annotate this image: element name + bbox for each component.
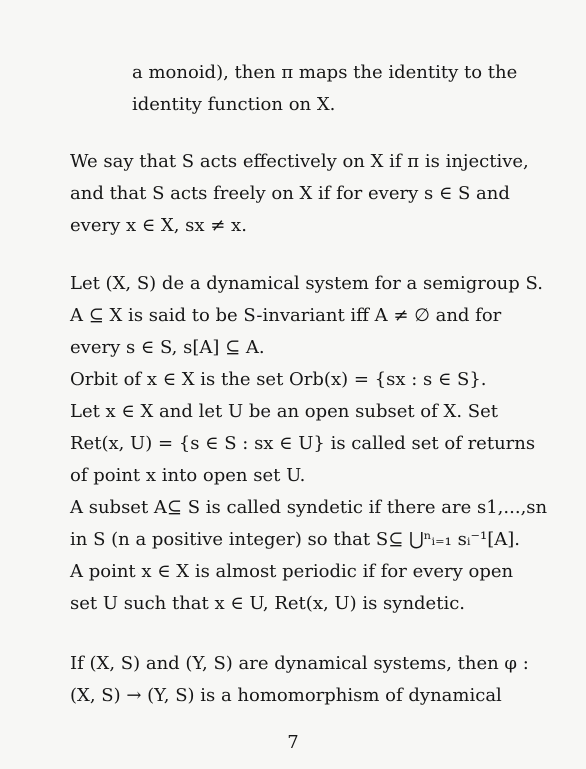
text-line: Let x ∈ X and let U be an open subset of X. Set [70, 401, 499, 422]
paragraph-3 [70, 268, 548, 620]
text-line: every x ∈ X, sx ≠ x. [70, 215, 247, 236]
text-line: Let (X, S) de a dynamical system for a semigroup S. [70, 273, 543, 294]
text-line: A subset A⊆ S is called syndetic if there are s1,...,sn [70, 497, 548, 518]
text-line: set U such that x ∈ U, Ret(x, U) is syndetic. [70, 593, 466, 614]
text-line: of point x into open set U. [70, 465, 306, 486]
text-line: We say that S acts effectively on X if π is injective, [70, 151, 529, 172]
text-line: and that S acts freely on X if for every s ∈ S and [70, 183, 510, 204]
text-line: (X, S) → (Y, S) is a homomorphism of dynamical [70, 685, 502, 706]
text-line: A point x ∈ X is almost periodic if for every open [70, 561, 514, 582]
text-line: If (X, S) and (Y, S) are dynamical systems, then φ : [70, 653, 529, 674]
paragraph-1 [70, 57, 540, 121]
text-line: Ret(x, U) = {s ∈ S : sx ∈ U} is called set of returns [70, 433, 536, 454]
text-line: Orbit of x ∈ X is the set Orb(x) = {sx : s ∈ S}. [70, 369, 487, 390]
text-line: in S (n a positive integer) so that S⊆ ⋃ⁿᵢ₌₁ sᵢ⁻¹[A]. [70, 529, 520, 550]
paragraph-2 [70, 146, 540, 242]
page-number: 7 [287, 732, 299, 753]
text-line: a monoid), then π maps the identity to the [132, 62, 518, 83]
paragraph-4 [70, 648, 540, 712]
text-line: identity function on X. [132, 94, 336, 115]
text-line: A ⊆ X is said to be S-invariant iff A ≠ ∅ and for [70, 305, 502, 326]
text-line: every s ∈ S, s[A] ⊆ A. [70, 337, 265, 358]
